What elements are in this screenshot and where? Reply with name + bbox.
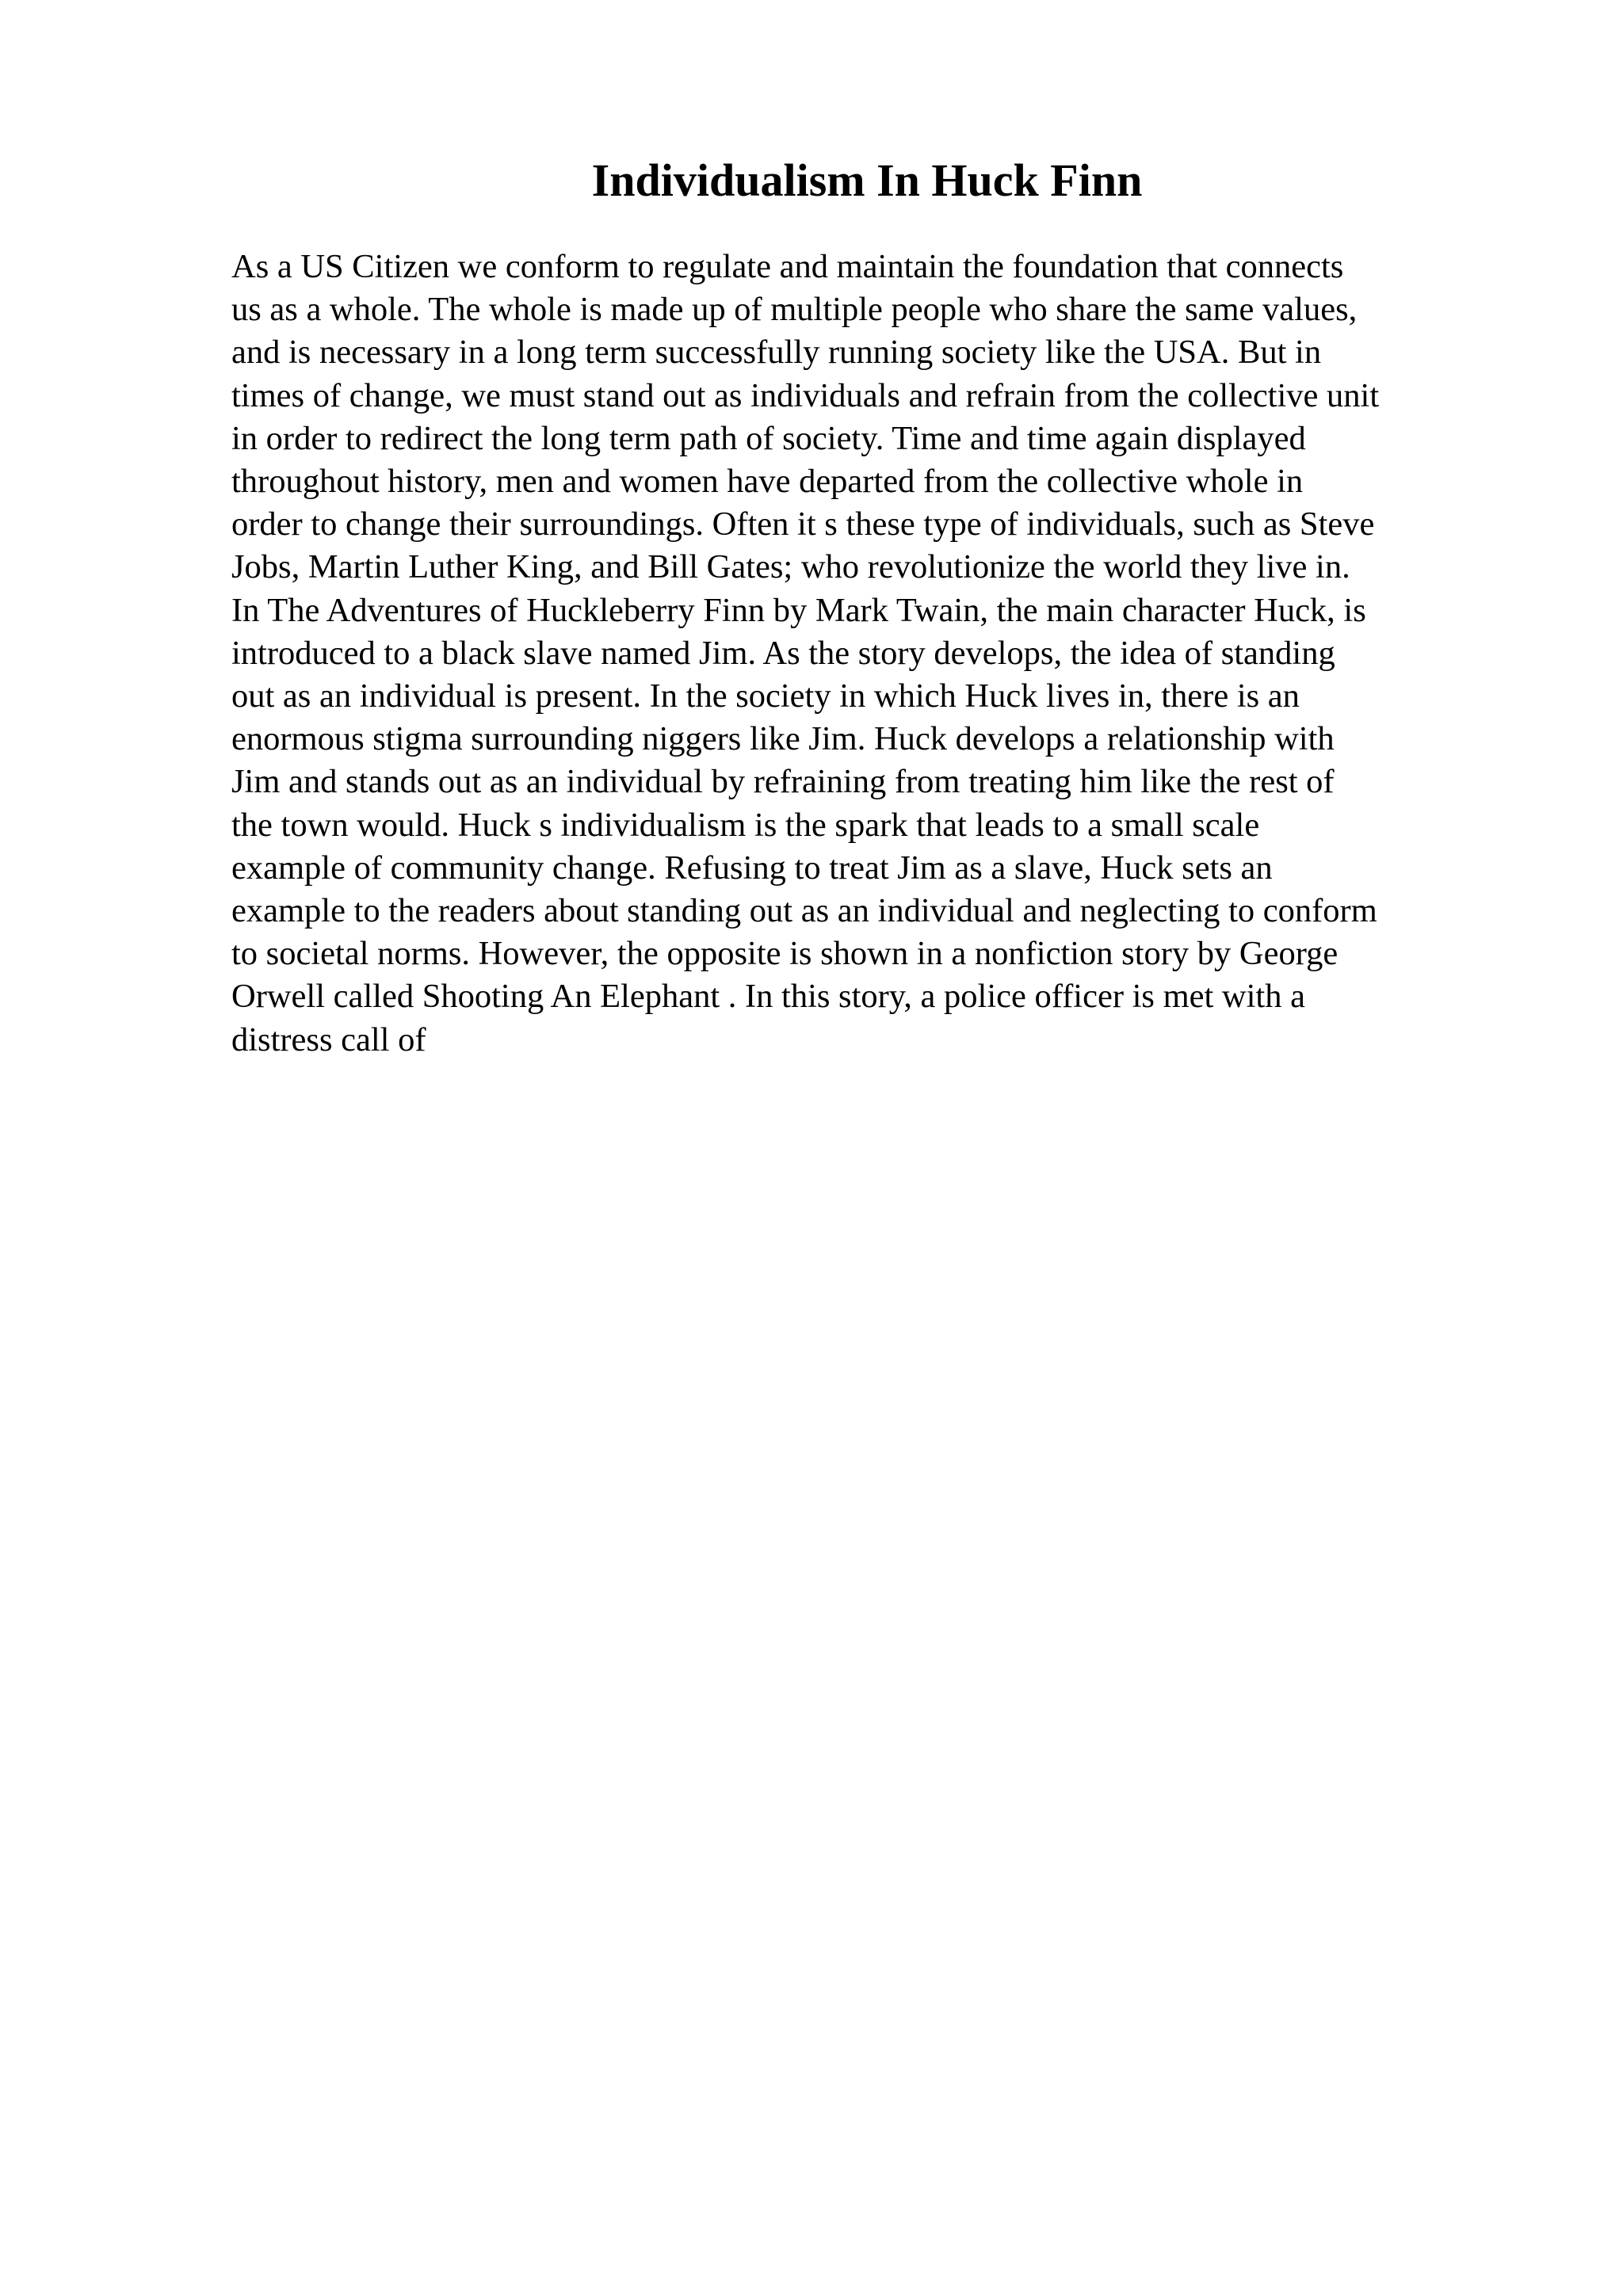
body-line: throughout history, men and women have departed from the collective whole in <box>231 463 1304 501</box>
body-line: order to change their surroundings. Often it s these type of individuals, such as Steve <box>231 505 1375 543</box>
body-line: Jim and stands out as an individual by refraining from treating him like the rest of <box>231 763 1335 801</box>
body-line: In The Adventures of Huckleberry Finn by Mark Twain, the main character Huck, is <box>231 591 1366 629</box>
body-line: times of change, we must stand out as individuals and refrain from the collective unit <box>231 376 1380 414</box>
body-line: Orwell called Shooting An Elephant . In this story, a police officer is met with a <box>231 978 1305 1016</box>
body-line: us as a whole. The whole is made up of multiple people who share the same values, <box>231 291 1358 329</box>
body-line: example to the readers about standing out as an individual and neglecting to conform <box>231 892 1377 930</box>
body-line: introduced to a black slave named Jim. As the story develops, the idea of standing <box>231 634 1335 672</box>
body-line: example of community change. Refusing to treat Jim as a slave, Huck sets an <box>231 849 1273 887</box>
body-line: distress call of <box>231 1020 426 1058</box>
document-title: Individualism In Huck Finn <box>591 154 1143 206</box>
body-line: to societal norms. However, the opposite is shown in a nonfiction story by George <box>231 935 1338 973</box>
body-line: Jobs, Martin Luther King, and Bill Gates; who revolutionize the world they live in. <box>231 548 1350 586</box>
body-line: out as an individual is present. In the society in which Huck lives in, there is an <box>231 677 1300 715</box>
document-body <box>231 246 1531 1062</box>
body-line: As a US Citizen we conform to regulate and maintain the foundation that connects <box>231 248 1344 285</box>
body-line: enormous stigma surrounding niggers like Jim. Huck develops a relationship with <box>231 720 1335 758</box>
body-line: the town would. Huck s individualism is the spark that leads to a small scale <box>231 806 1260 844</box>
body-line: in order to redirect the long term path of society. Time and time again displayed <box>231 419 1306 457</box>
body-line: and is necessary in a long term successfully running society like the USA. But in <box>231 334 1322 372</box>
